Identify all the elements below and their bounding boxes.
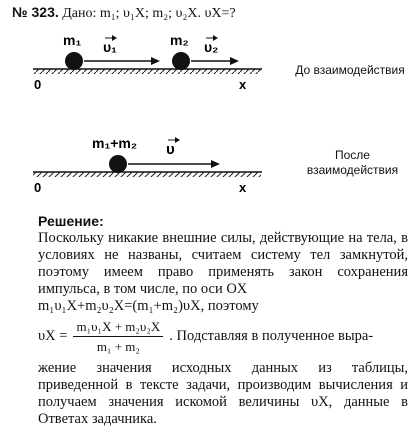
- caption-after-line-2: взаимодействия: [306, 163, 399, 177]
- formula-tail: . Подставляя в полученное выра-: [169, 328, 374, 344]
- merged-mass-label: m₁+m₂: [92, 135, 138, 151]
- origin-label: 0: [34, 180, 42, 195]
- body-1: [65, 52, 83, 70]
- solution: [38, 213, 408, 428]
- velocity-2-label: υ₂: [204, 39, 219, 55]
- origin-label: 0: [34, 77, 42, 92]
- problem-number: № 323.: [12, 4, 59, 20]
- formula-fraction: [73, 318, 163, 355]
- velocity-1-label: υ₁: [103, 39, 117, 55]
- axis-label: x: [239, 180, 247, 195]
- figure-before-interaction: [0, 24, 415, 99]
- velocity-formula: [38, 318, 408, 355]
- caption-after: [300, 148, 405, 178]
- arrowhead-icon: [211, 160, 220, 168]
- figure-after-interaction: [0, 130, 415, 200]
- formula-lhs: υX =: [38, 328, 68, 344]
- velocity-label: υ: [166, 141, 175, 158]
- solution-title: Решение:: [38, 213, 104, 229]
- arrowhead-1-icon: [151, 57, 160, 65]
- caption-after-line-1: После: [335, 148, 370, 162]
- momentum-equation: m₁υ₁X+m₂υ₂X=(m₁+m₂)υX, поэтому: [38, 298, 259, 314]
- mass-1-label: m₁: [63, 32, 82, 48]
- mass-2-label: m₂: [170, 32, 189, 48]
- vector-bar-arrow-icon: [175, 137, 180, 143]
- merged-body: [109, 155, 127, 173]
- arrowhead-2-icon: [230, 57, 239, 65]
- solution-paragraph-2: жение значения исходных данных из таблицы, приведенной в тексте задачи, производим вычисления и получаем значения искомой величины υX, данные в Ответах задачника.: [38, 360, 408, 427]
- formula-numerator: m₁υ₁X + m₂υ₂X: [73, 318, 163, 337]
- problem-header: [12, 4, 236, 22]
- formula-denominator: m₁ + m₂: [96, 339, 140, 354]
- problem-given: Дано: m₁; υ₁X; m₂; υ₂X. υX=?: [62, 6, 236, 21]
- figure-before-diagram: [0, 24, 415, 99]
- axis-label: x: [239, 77, 247, 92]
- body-2: [172, 52, 190, 70]
- solution-paragraph-1: Поскольку никакие внешние силы, действующие на тела, в условиях не названы, считаем систему тел замкнутой, поэтому имеем право применять закон сохранения импульса, в том числе, по оси OX: [38, 230, 408, 297]
- caption-before: До взаимодействия: [295, 63, 405, 77]
